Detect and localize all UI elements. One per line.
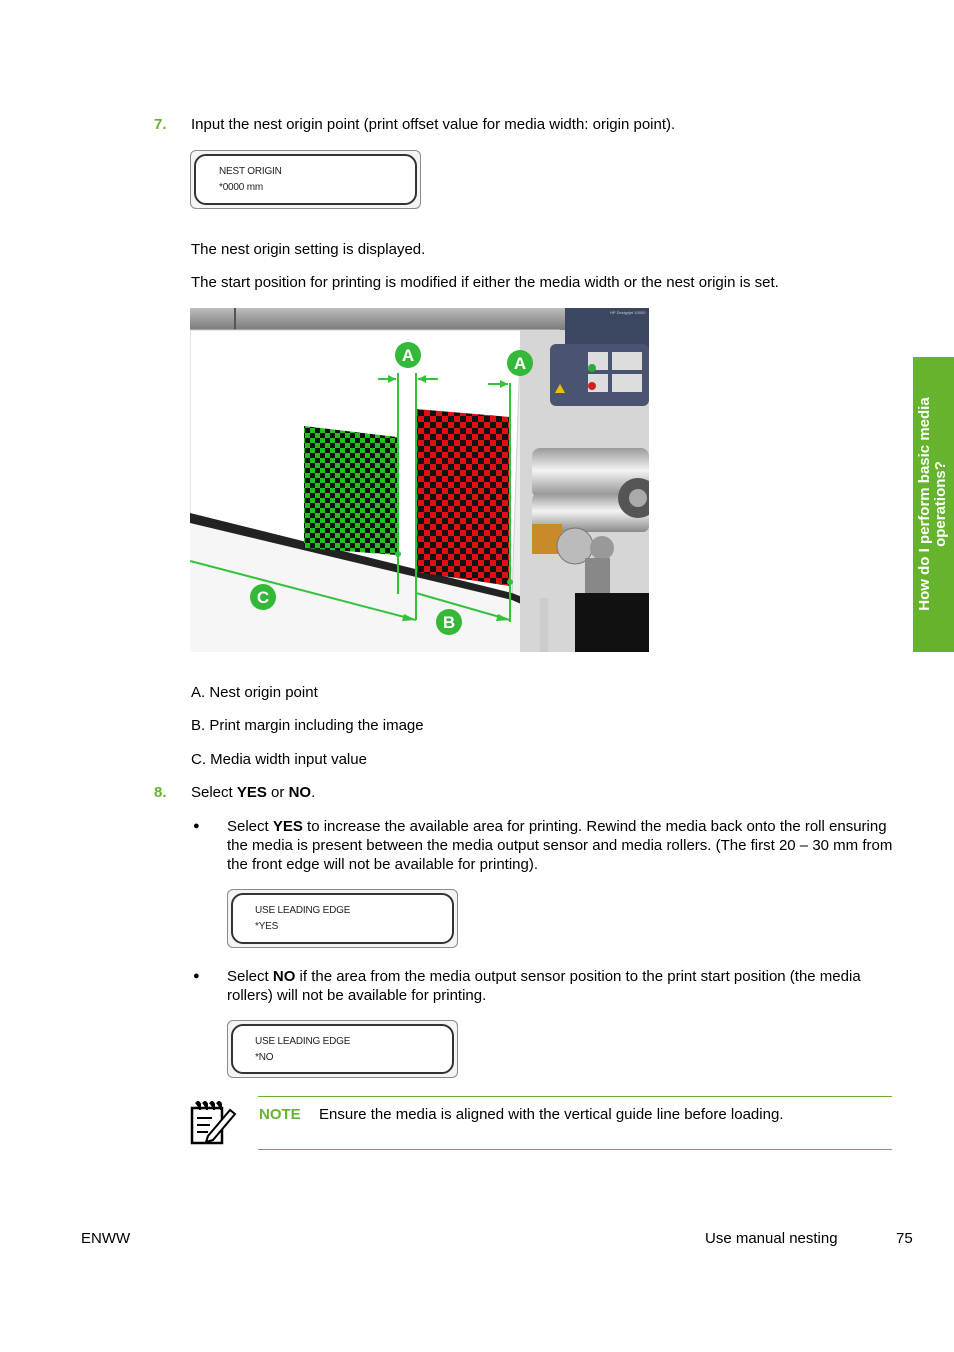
legend-item-c: C. Media width input value bbox=[191, 751, 367, 768]
svg-text:B: B bbox=[442, 613, 456, 632]
note-label: NOTE bbox=[259, 1106, 301, 1123]
red-checker-patch bbox=[416, 409, 510, 586]
step-8-text: Select YES or NO. bbox=[191, 784, 316, 801]
footer-section: Use manual nesting bbox=[705, 1230, 838, 1247]
footer-page-number: 75 bbox=[896, 1230, 913, 1247]
display-line-2: *0000 mm bbox=[219, 182, 263, 193]
nest-origin-figure bbox=[190, 308, 649, 652]
note-text: Ensure the media is aligned with the vertical guide line before loading. bbox=[319, 1106, 784, 1123]
note-icon bbox=[190, 1100, 238, 1146]
legend-item-a: A. Nest origin point bbox=[191, 684, 318, 701]
callout-a-right bbox=[507, 350, 533, 376]
step-7-number: 7. bbox=[154, 116, 167, 133]
printer-brand-label: HP Designjet 10000 bbox=[610, 310, 646, 315]
chapter-side-tab bbox=[913, 357, 954, 652]
use-leading-edge-no-display bbox=[227, 1020, 458, 1078]
note-top-rule bbox=[258, 1096, 892, 1097]
bullet-dot: ● bbox=[193, 970, 200, 982]
legend-item-b: B. Print margin including the image bbox=[191, 717, 424, 734]
bullet-yes-text: Select YES to increase the available area for printing. Rewind the media back onto the roll ensuring the media is present between the media output sensor and media rollers. (The first 20 – 30 mm from the front edge will not be available for printing). bbox=[227, 818, 893, 873]
footer-left: ENWW bbox=[81, 1230, 131, 1247]
chapter-side-tab-text: How do I perform basic media operations? bbox=[916, 397, 949, 611]
callout-a-left bbox=[395, 342, 421, 368]
step-7-text: Input the nest origin point (print offset value for media width: origin point). bbox=[191, 116, 676, 133]
display-line-1: NEST ORIGIN bbox=[219, 166, 282, 177]
display-line-1: USE LEADING EDGE bbox=[255, 1036, 351, 1047]
callout-b bbox=[436, 609, 462, 635]
green-checker-patch bbox=[304, 426, 397, 555]
nest-origin-display bbox=[190, 150, 421, 209]
use-leading-edge-yes-display bbox=[227, 889, 458, 948]
callout-c bbox=[250, 584, 276, 610]
display-line-2: *YES bbox=[255, 921, 279, 932]
svg-text:A: A bbox=[401, 346, 415, 365]
display-line-1: USE LEADING EDGE bbox=[255, 905, 351, 916]
bullet-no-text: Select NO if the area from the media output sensor position to the print start position (the media rollers) will not be available for printing. bbox=[227, 968, 861, 1004]
svg-text:A: A bbox=[513, 354, 527, 373]
display-line-2: *NO bbox=[255, 1052, 274, 1063]
svg-text:C: C bbox=[256, 588, 270, 607]
start-position-text: The start position for printing is modified if either the media width or the nest origin is set. bbox=[191, 274, 779, 291]
bullet-dot: ● bbox=[193, 820, 200, 832]
step-8-number: 8. bbox=[154, 784, 167, 801]
note-bottom-rule bbox=[258, 1149, 892, 1150]
nest-origin-displayed-text: The nest origin setting is displayed. bbox=[191, 241, 426, 258]
